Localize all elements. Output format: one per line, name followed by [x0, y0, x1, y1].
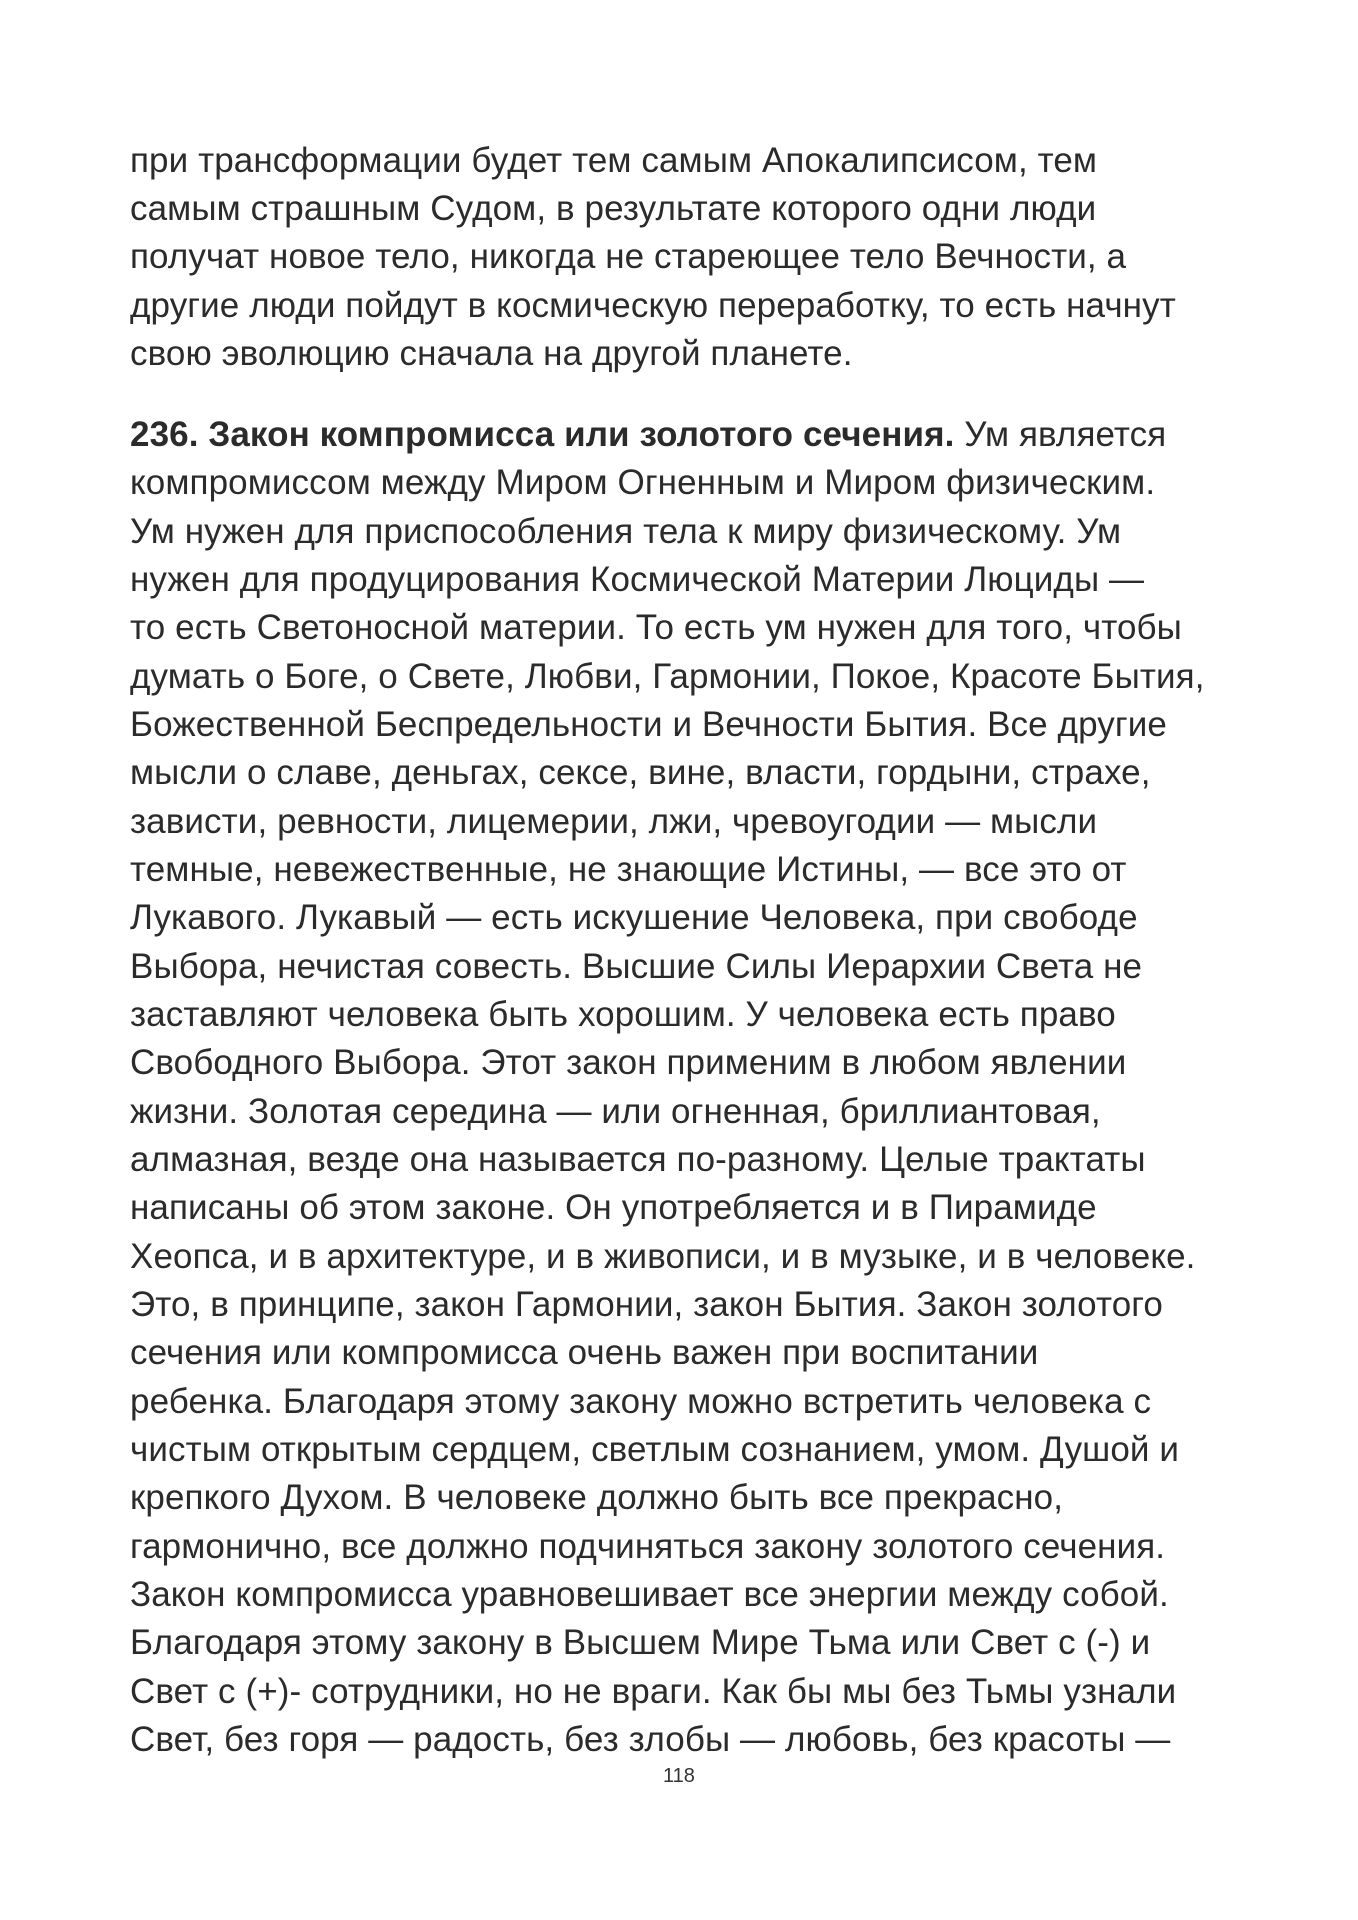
paragraph-1-line-3: получат новое тело, никогда не стареющее тело Вечности, а [130, 237, 1127, 276]
paragraph-2-line: Свет, без горя — радость, без злобы — любовь, без красоты — [130, 1720, 1171, 1759]
paragraph-2-line: алмазная, везде она называется по-разному. Целые трактаты [130, 1140, 1146, 1179]
paragraph-2-line: Выбора, нечистая совесть. Высшие Силы Иерархии Света не [130, 947, 1143, 986]
paragraph-2-line: ребенка. Благодаря этому закону можно встретить человека с [130, 1382, 1152, 1421]
paragraph-2-line: Божественной Беспредельности и Вечности Бытия. Все другие [130, 705, 1167, 744]
paragraph-2-line: Свободного Выбора. Этот закон применим в любом явлении [130, 1043, 1127, 1082]
paragraph-2-line: Благодаря этому закону в Высшем Мире Тьма или Свет с (-) и [130, 1623, 1151, 1662]
paragraph-2-line: Лукавого. Лукавый — есть искушение Человека, при свободе [130, 898, 1138, 937]
paragraph-2-line: нужен для продуцирования Космической Материи Люциды — [130, 560, 1145, 599]
paragraph-2-line: Это, в принципе, закон Гармонии, закон Бытия. Закон золотого [130, 1285, 1163, 1324]
paragraph-2-line: то есть Светоносной материи. То есть ум нужен для того, чтобы [130, 608, 1182, 647]
paragraph-2-line: чистым открытым сердцем, светлым сознанием, умом. Душой и [130, 1430, 1180, 1469]
paragraph-2-line: Закон компромисса уравновешивает все энергии между собой. [130, 1575, 1169, 1614]
paragraph-2-line: думать о Боге, о Свете, Любви, Гармонии, Покое, Красоте Бытия, [130, 657, 1205, 696]
paragraph-2-line: Ум нужен для приспособления тела к миру физическому. Ум [130, 512, 1122, 551]
paragraph-1-line-4: другие люди пойдут в космическую переработку, то есть начнут [130, 286, 1176, 325]
paragraph-2-line: Свет с (+)- сотрудники, но не враги. Как бы мы без Тьмы узнали [130, 1672, 1177, 1711]
paragraph-2-line: темные, невежественные, не знающие Истины, — все это от [130, 850, 1127, 889]
paragraph-2-line: мысли о славе, деньгах, сексе, вине, власти, гордыни, страхе, [130, 753, 1151, 792]
paragraph-2-line: написаны об этом законе. Он употребляется и в Пирамиде [130, 1188, 1097, 1227]
paragraph-2-first-line-text: Ум является [954, 415, 1167, 454]
paragraph-2-line: гармонично, все должно подчиняться закону золотого сечения. [130, 1527, 1166, 1566]
paragraph-1-line-2: самым страшным Судом, в результате которого одни люди [130, 189, 1097, 228]
paragraph-2-first-line [130, 411, 1166, 459]
paragraph-2-line: Хеопса, и в архитектуре, и в живописи, и в музыке, и в человеке. [130, 1237, 1196, 1276]
paragraph-2-line: компромиссом между Миром Огненным и Миром физическим. [130, 463, 1156, 502]
paragraph-2-line: крепкого Духом. В человеке должно быть все прекрасно, [130, 1478, 1064, 1517]
paragraph-2-line: зависти, ревности, лицемерии, лжи, чревоугодии — мысли [130, 802, 1098, 841]
section-heading: 236. Закон компромисса или золотого сечения. [130, 415, 955, 454]
paragraph-1-line-1: при трансформации будет тем самым Апокалипсисом, тем [130, 141, 1098, 180]
page-number: 118 [663, 1765, 695, 1787]
paragraph-2-line: сечения или компромисса очень важен при воспитании [130, 1333, 1039, 1372]
paragraph-2-line: жизни. Золотая середина — или огненная, бриллиантовая, [130, 1092, 1101, 1131]
paragraph-1-line-5: свою эволюцию сначала на другой планете. [130, 334, 853, 373]
paragraph-2-line: заставляют человека быть хорошим. У человека есть право [130, 995, 1116, 1034]
